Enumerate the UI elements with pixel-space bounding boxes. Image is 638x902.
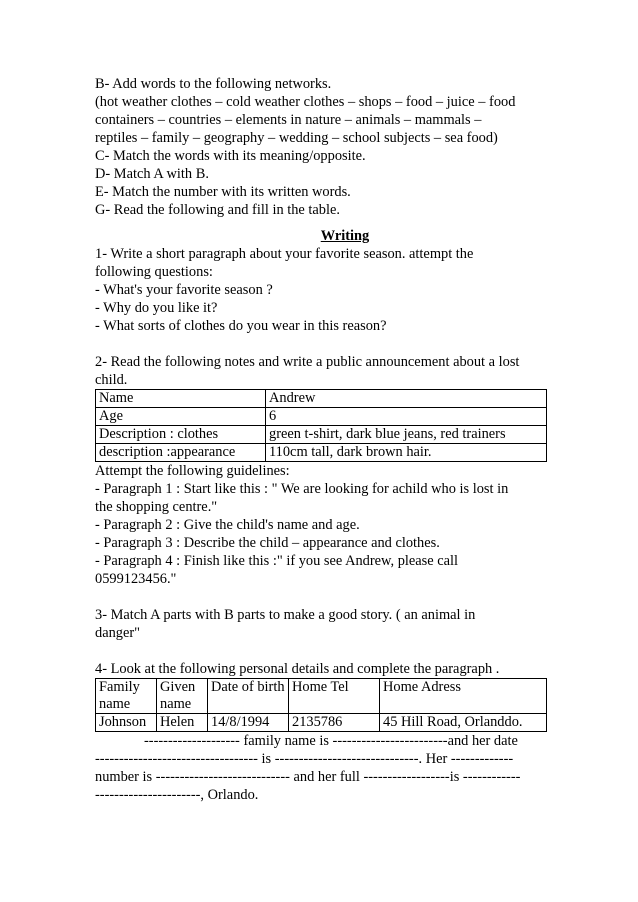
q1-line-3: - What's your favorite season ? xyxy=(95,282,273,298)
q1-line-1: 1- Write a short paragraph about your favorite season. attempt the xyxy=(95,246,474,262)
table-header-cell: Date of birth xyxy=(208,679,289,714)
spacer xyxy=(95,642,555,660)
table-row xyxy=(96,426,547,444)
table-header-cell: Family name xyxy=(96,679,157,714)
q1-line-4: - Why do you like it? xyxy=(95,300,218,316)
table-cell: green t-shirt, dark blue jeans, red trainers xyxy=(266,426,547,444)
table-cell: Age xyxy=(96,408,266,426)
table-row xyxy=(96,390,547,408)
table-header-cell: Home Adress xyxy=(380,679,547,714)
table-cell: Helen xyxy=(157,714,208,732)
table-cell: 14/8/1994 xyxy=(208,714,289,732)
q2-intro-line-1: 2- Read the following notes and write a public announcement about a lost xyxy=(95,354,520,370)
guideline-line-5: - Paragraph 3 : Describe the child – appearance and clothes. xyxy=(95,535,440,551)
spacer xyxy=(95,335,555,353)
table-header-cell: Home Tel xyxy=(289,679,380,714)
fill-line-1: -------------------- family name is ------------------------and her date xyxy=(144,733,518,749)
section-g: G- Read the following and fill in the table. xyxy=(95,202,340,218)
fill-line-3: number is ---------------------------- and her full ------------------is ------------ xyxy=(95,769,521,785)
guideline-line-1: Attempt the following guidelines: xyxy=(95,463,290,479)
networks-line-2: containers – countries – elements in nature – animals – mammals – xyxy=(95,112,482,128)
personal-details-table xyxy=(95,678,547,732)
section-e: E- Match the number with its written words. xyxy=(95,184,351,200)
section-c: C- Match the words with its meaning/opposite. xyxy=(95,148,366,164)
guideline-line-2: - Paragraph 1 : Start like this : " We are looking for achild who is lost in xyxy=(95,481,509,497)
table-cell: 6 xyxy=(266,408,547,426)
spacer xyxy=(95,588,555,606)
q1-line-5: - What sorts of clothes do you wear in this reason? xyxy=(95,318,387,334)
fill-line-2: ---------------------------------- is ------------------------------. Her ------------- xyxy=(95,751,514,767)
section-b-title: B- Add words to the following networks. xyxy=(95,76,332,92)
section-d: D- Match A with B. xyxy=(95,166,209,182)
table-cell: 110cm tall, dark brown hair. xyxy=(266,444,547,462)
fill-line-4: ----------------------, Orlando. xyxy=(95,787,259,803)
guideline-line-3: the shopping centre." xyxy=(95,499,218,515)
guideline-line-6: - Paragraph 4 : Finish like this :" if you see Andrew, please call xyxy=(95,553,459,569)
q4-intro: 4- Look at the following personal details and complete the paragraph . xyxy=(95,661,500,677)
table-cell: Name xyxy=(96,390,266,408)
table-row xyxy=(96,408,547,426)
table-row xyxy=(96,444,547,462)
guideline-line-4: - Paragraph 2 : Give the child's name and age. xyxy=(95,517,360,533)
table-cell: 2135786 xyxy=(289,714,380,732)
q3-line-2: danger" xyxy=(95,625,141,641)
table-header-row xyxy=(96,679,547,714)
table-cell: description :appearance xyxy=(96,444,266,462)
table-cell: Andrew xyxy=(266,390,547,408)
networks-line-3: reptiles – family – geography – wedding – school subjects – sea food) xyxy=(95,130,498,146)
q3-line-1: 3- Match A parts with B parts to make a good story. ( an animal in xyxy=(95,607,476,623)
document-page xyxy=(95,75,555,804)
table-cell: 45 Hill Road, Orlanddo. xyxy=(380,714,547,732)
guideline-line-7: 0599123456." xyxy=(95,571,177,587)
table-row xyxy=(96,714,547,732)
table-cell: Description : clothes xyxy=(96,426,266,444)
table-header-cell: Given name xyxy=(157,679,208,714)
table-cell: Johnson xyxy=(96,714,157,732)
q2-intro-line-2: child. xyxy=(95,372,128,388)
networks-line-1: (hot weather clothes – cold weather clothes – shops – food – juice – food xyxy=(95,94,516,110)
writing-heading: Writing xyxy=(320,228,370,244)
q1-line-2: following questions: xyxy=(95,264,213,280)
lost-child-table xyxy=(95,389,547,462)
